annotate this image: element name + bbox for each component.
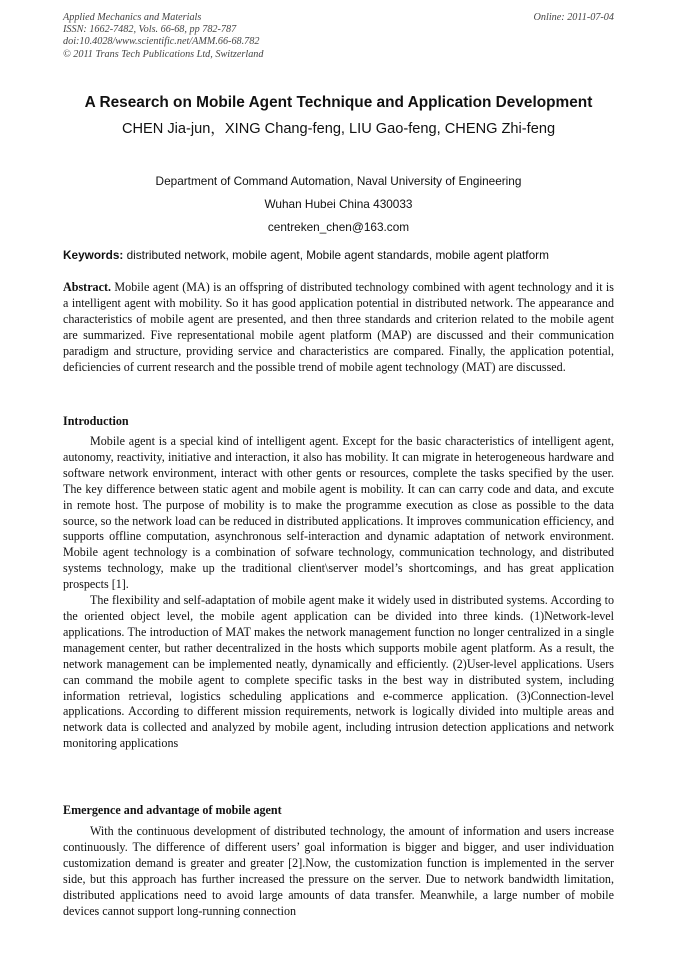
paper-page	[63, 12, 614, 918]
paper-title: A Research on Mobile Agent Technique and Application Development	[84, 94, 593, 111]
section-heading-emergence: Emergence and advantage of mobile agent	[63, 803, 282, 817]
doi-line: doi:10.4028/www.scientific.net/AMM.66-68.782	[63, 36, 260, 48]
keywords	[63, 248, 614, 262]
abstract	[63, 280, 614, 375]
section-introduction-body	[63, 434, 614, 752]
section-heading-introduction: Introduction	[63, 414, 129, 428]
publication-info	[63, 12, 263, 61]
journal-name: Applied Mechanics and Materials	[63, 12, 202, 23]
keywords-label: Keywords:	[63, 248, 124, 262]
section-emergence-body	[63, 824, 614, 919]
affiliation-block	[63, 170, 614, 239]
paragraph: With the continuous development of distributed technology, the amount of information and users increase continuously. The difference of different users’ goal information is bigger and bigger, and user individuation customization demand is greater and greater [2].Now, the customization function is implemented in the server side, but this approach has further increased the pressure on the server. Due to network bandwidth limitation, distributed applications need to avoid large amounts of data transfer. Meanwhile, a large number of mobile devices cannot support long-running connection	[63, 824, 614, 918]
copyright-line: © 2011 Trans Tech Publications Ltd, Switzerland	[63, 48, 264, 60]
abstract-label: Abstract.	[63, 280, 112, 294]
online-date: Online: 2011-07-04	[533, 12, 614, 23]
issn-line: ISSN: 1662-7482, Vols. 66-68, pp 782-787	[63, 24, 237, 36]
running-header	[63, 12, 614, 61]
affiliation-department: Department of Command Automation, Naval University of Engineering	[155, 174, 522, 188]
affiliation-email: centreken_chen@163.com	[267, 220, 410, 234]
paragraph: Mobile agent is a special kind of intelligent agent. Except for the basic characteristics of intelligent agent, autonomy, reactivity, initiative and interaction, it also has mobility. It can migrate in heterogeneous hardware and software network environment, interact with other gents or resources, complete the tasks specified by the user. The key difference between static agent and mobile agent is mobility. It can can carry code and data, and excute in remote host. The purpose of mobility is to make the programme execution as close as possible to the data source, so the network load can be reduced in distributed applications. It improves communication efficiency, and supports offline computation, asynchronous self-interaction and dynamic adaptation of network environment. Mobile agent technology is a combination of sofware technology, communication technology, and distributed systems technology, make up the traditional client\server model’s shortcomings, and has great application prospects [1].	[63, 434, 614, 592]
paragraph: The flexibility and self-adaptation of mobile agent make it widely used in distributed systems. According to the oriented object level, the mobile agent application can be divided into three kinds. (1)Network-level applications. The introduction of MAT makes the network management function no longer centralized in a single management center, but rather decentralized in the hosts which supports mobile agent platform. As a result, the network management can be implemented neatly, dynamically and efficiently. (2)User-level applications. Users can command the mobile agent to complete specific tasks in the best way in distributed system, including information retrieval, logistics scheduling applications and e-commerce application. (3)Connection-level applications. According to different mission requirements, network is logically divided into multiple areas and network data is collected and analyzed by mobile agent, including intrusion detection applications and network monitoring applications	[63, 593, 614, 751]
abstract-text: Mobile agent (MA) is an offspring of distributed technology combined with agent technology and it is a intelligent agent with mobility. So it has good application potential in distributed network. The appearance and characteristics of mobile agent are presented, and then three standards and criterion related to the mobile agent are summarized. Five representational mobile agent platform (MAP) are discussed and their communication paradigm and structure, providing service and characteristics are compared. Finally, the application potential, deficiencies of current research and the possible trend of mobile agent technology (MAT) are discussed.	[63, 280, 614, 374]
keywords-text: distributed network, mobile agent, Mobile agent standards, mobile agent platform	[126, 248, 549, 262]
author-list: CHEN Jia-jun，XING Chang-feng, LIU Gao-feng, CHENG Zhi-feng	[121, 121, 556, 137]
affiliation-address: Wuhan Hubei China 430033	[264, 197, 413, 211]
